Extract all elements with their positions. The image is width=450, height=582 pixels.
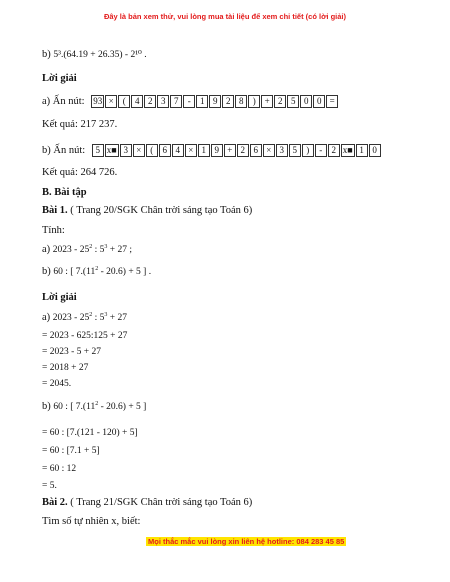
hotline-banner: Mọi thắc mắc vui lòng xin liên hệ hotline: 084 283 45 85	[148, 537, 345, 546]
compute-label: Tính:	[42, 225, 65, 236]
solution-b-step: = 60 : [7.(121 - 120) + 5]	[42, 428, 138, 438]
solution-heading: Lời giải	[42, 73, 77, 84]
prev-item-b: b) 5³.(64.19 + 26.35) - 2¹⁰ .	[42, 49, 147, 60]
calculator-key: ×	[185, 144, 197, 157]
calculator-key: 5	[92, 144, 104, 157]
calculator-key: +	[261, 95, 273, 108]
solution-b-step: = 60 : 12	[42, 464, 77, 474]
exercise-b: b) 60 : [ $7.(11^2 - 20.6) + 5$ ] .	[42, 266, 152, 277]
solution-b-first: b) 60 : [ $7.(11^2 - 20.6) + 5$ ]	[42, 401, 147, 412]
calculator-key: 9	[211, 144, 223, 157]
result-b: Kết quả: 264 726.	[42, 167, 118, 178]
calculator-key: 1	[198, 144, 210, 157]
calculator-key: x■	[106, 145, 117, 156]
result-a: Kết quả: 217 237.	[42, 119, 118, 130]
calculator-key: 7	[170, 95, 182, 108]
calculator-key: 2	[328, 144, 340, 157]
exercise-b-expression: 60 : [ $7.(11^2 - 20.6) + 5$ ] .	[53, 266, 152, 277]
solution-heading-2: Lời giải	[42, 292, 77, 303]
calculator-key: +	[224, 144, 236, 157]
calculator-key: 3	[276, 144, 288, 157]
calculator-key: 2	[274, 95, 286, 108]
preview-notice-banner: Đây là bản xem thử, vui lòng mua tài liệu để xem chi tiết (có lời giải)	[103, 12, 347, 21]
calculator-key: (	[146, 144, 158, 157]
calculator-key: 2	[237, 144, 249, 157]
solution-a-step: = 2023 - 625:125 + 27	[42, 331, 128, 341]
exercise-a-expression: $2023 - 25^2$ : $5^3 + 27$ ;	[52, 244, 132, 255]
calculator-key: 3	[120, 144, 132, 157]
calculator-key: 1	[196, 95, 208, 108]
calculator-key: 5	[289, 144, 301, 157]
keypress-a-label: a) Ấn nút:	[42, 96, 85, 107]
calculator-key: 0	[369, 144, 381, 157]
calculator-key: 9	[209, 95, 221, 108]
calculator-key: 8	[235, 95, 247, 108]
solution-b-step: = 5.	[42, 481, 57, 491]
keypress-b-row	[42, 144, 381, 157]
find-x-prompt: Tìm số tự nhiên x, biết:	[42, 516, 141, 527]
section-heading: B. Bài tập	[42, 187, 87, 198]
calculator-key: 0	[313, 95, 325, 108]
calculator-key: =	[326, 95, 338, 108]
calculator-key: 4	[131, 95, 143, 108]
calculator-key: )	[302, 144, 314, 157]
keypress-b-label: b) Ấn nút:	[42, 145, 86, 156]
solution-a-step: = 2018 + 27	[42, 363, 89, 373]
exercise-1-title: Bài 1. ( Trang 20/SGK Chân trời sáng tạo Toán 6)	[42, 205, 253, 216]
calculator-key: ×	[105, 95, 117, 108]
calculator-key: -	[315, 144, 327, 157]
calculator-key: 5	[287, 95, 299, 108]
calculator-key: ×	[133, 144, 145, 157]
calculator-key: ×	[263, 144, 275, 157]
solution-a-first: a) $2023 - 25^2$ : $5^3 + 27$	[42, 312, 127, 323]
calculator-key: (	[118, 95, 130, 108]
solution-a-step: = 2023 - 5 + 27	[42, 347, 102, 357]
calculator-key: 0	[300, 95, 312, 108]
calculator-key: 3	[157, 95, 169, 108]
exercise-2-title: Bài 2. ( Trang 21/SGK Chân trời sáng tạo Toán 6)	[42, 497, 253, 508]
calculator-keys-b	[92, 144, 381, 157]
keypress-a-row	[42, 95, 338, 108]
calculator-key: 6	[159, 144, 171, 157]
calculator-key: -	[183, 95, 195, 108]
calculator-key: 2	[222, 95, 234, 108]
calculator-key: )	[248, 95, 260, 108]
calculator-key: 1	[356, 144, 368, 157]
solution-b-step: = 60 : [7.1 + 5]	[42, 446, 100, 456]
exercise-a: a) $2023 - 25^2$ : $5^3 + 27$ ;	[42, 244, 132, 255]
calculator-key: x■	[342, 145, 353, 156]
prev-expression: 5³.(64.19 + 26.35) - 2¹⁰ .	[53, 50, 147, 60]
calculator-keys-a	[91, 95, 338, 108]
calculator-key: 6	[250, 144, 262, 157]
calculator-key: 93	[93, 96, 103, 107]
solution-a-step: = 2045.	[42, 379, 72, 389]
calculator-key: 4	[172, 144, 184, 157]
calculator-key: 2	[144, 95, 156, 108]
